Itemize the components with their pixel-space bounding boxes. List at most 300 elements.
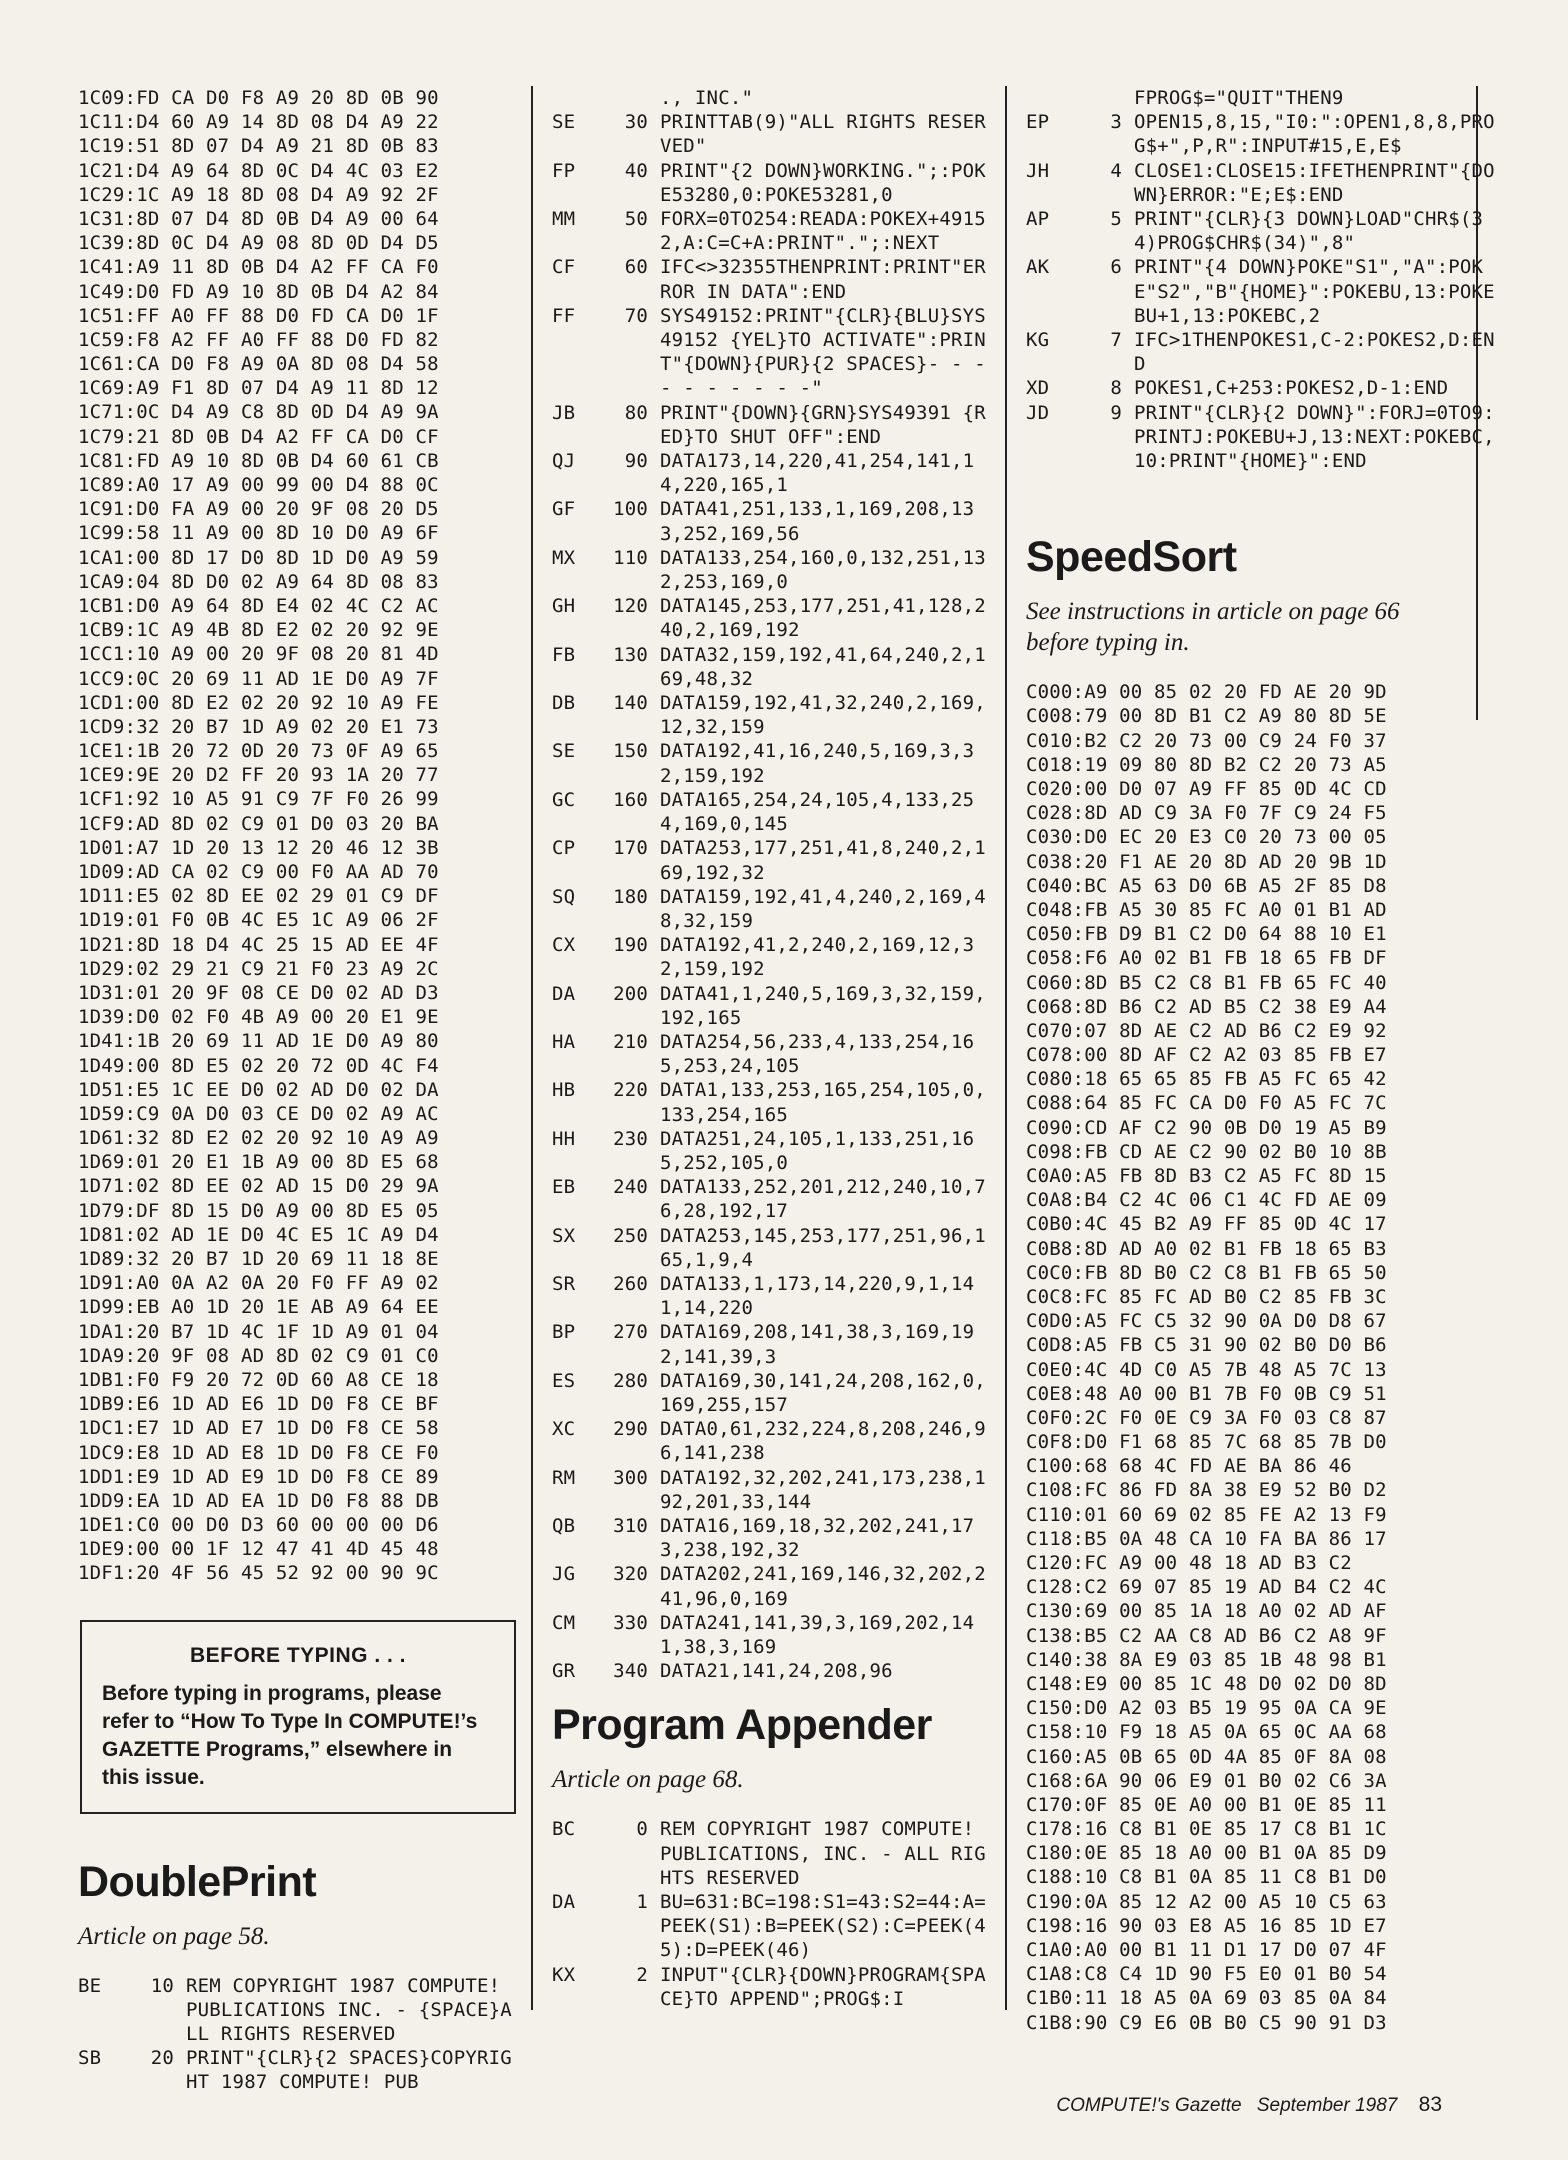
checksum: HH	[552, 1127, 576, 1150]
hex-line: C170:0F 85 0E A0 00 B1 0E 85 11	[1026, 1793, 1387, 1816]
line-code: DATA169,208,141,38,3,169,192,141,39,3	[660, 1321, 975, 1368]
hex-line: 1D39:D0 02 F0 4B A9 00 20 E1 9E	[78, 1006, 439, 1029]
hex-line: 1DA9:20 9F 08 AD 8D 02 C9 01 C0	[78, 1344, 439, 1367]
hex-line: C070:07 8D AE C2 AD B6 C2 E9 92	[1026, 1019, 1387, 1042]
line-code: SYS49152:PRINT"{CLR}{BLU}SYS49152 {YEL}TO ACTIVATE":PRINT"{DOWN}{PUR}{2 SPACES}- - - - - - - - - -"	[660, 304, 998, 400]
hex-line: C018:19 09 80 8D B2 C2 20 73 A5	[1026, 753, 1387, 776]
hex-line: 1CA1:00 8D 17 D0 8D 1D D0 A9 59	[78, 546, 439, 569]
line-number: 180	[613, 885, 648, 908]
hex-line: C058:F6 A0 02 B1 FB 18 65 FB DF	[1026, 947, 1387, 970]
checksum	[552, 86, 608, 110]
program-line	[552, 1272, 992, 1320]
line-number: 7	[1110, 329, 1122, 352]
hex-line: 1C71:0C D4 A9 C8 8D 0D D4 A9 9A	[78, 401, 439, 424]
program-line	[552, 836, 992, 884]
hex-line: C0A0:A5 FB 8D B3 C2 A5 FC 8D 15	[1026, 1165, 1387, 1187]
line-code: DATA165,254,24,105,4,133,254,169,0,145	[660, 788, 975, 836]
hex-line: 1D11:E5 02 8D EE 02 29 01 C9 DF	[78, 885, 439, 908]
column-right	[1026, 86, 1496, 2035]
hex-line: C198:16 90 03 E8 A5 16 85 1D E7	[1026, 1914, 1387, 1937]
line-number	[1082, 86, 1134, 110]
program-line	[552, 1417, 992, 1465]
line-number: 100	[613, 498, 648, 521]
line-code: PRINT"{4 DOWN}POKE"S1","A":POKE"S2","B"{HOME}":POKEBU,13:POKEBU+1,13:POKEBC,2	[1134, 256, 1495, 327]
hex-line: 1DC9:E8 1D AD E8 1D D0 F8 CE F0	[78, 1441, 439, 1464]
hex-line: C118:B5 0A 48 CA 10 FA BA 86 17	[1026, 1527, 1387, 1550]
checksum: CF	[552, 256, 576, 279]
program-line	[552, 643, 992, 691]
line-code: DATA241,141,39,3,169,202,141,38,3,169	[660, 1611, 975, 1658]
line-code: DATA0,61,232,224,8,208,246,96,141,238	[660, 1418, 986, 1465]
line-code: DATA159,192,41,4,240,2,169,48,32,159	[660, 885, 986, 932]
line-code: IFC<>32355THENPRINT:PRINT"ERROR IN DATA":END	[660, 256, 986, 303]
hex-line: 1D21:8D 18 D4 4C 25 15 AD EE 4F	[78, 933, 439, 956]
line-number: 190	[613, 934, 648, 957]
checksum: JB	[552, 401, 576, 424]
appender-listing	[552, 1817, 992, 2011]
hex-line: 1DB1:F0 F9 20 72 0D 60 A8 CE 18	[78, 1368, 439, 1391]
line-code: CLOSE1:CLOSE15:IFETHENPRINT"{DOWN}ERROR:"E;E$:END	[1134, 159, 1495, 206]
line-number: 80	[624, 401, 648, 424]
speedsort-section	[1026, 533, 1496, 2035]
program-line	[552, 1963, 992, 2011]
line-number: 3	[1110, 111, 1122, 134]
line-number: 120	[613, 595, 648, 618]
hex-line: C0A8:B4 C2 4C 06 C1 4C FD AE 09	[1026, 1189, 1387, 1212]
hex-line: C110:01 60 69 02 85 FE A2 13 F9	[1026, 1503, 1387, 1526]
line-code: FPROG$="QUIT"THEN9	[1134, 87, 1344, 109]
hex-line: 1C41:A9 11 8D 0B D4 A2 FF CA F0	[78, 256, 439, 279]
line-code: INPUT"{CLR}{DOWN}PROGRAM{SPACE}TO APPEND";PROG$:I	[660, 1963, 986, 2010]
checksum: BC	[552, 1818, 576, 1841]
hex-line: 1CE1:1B 20 72 0D 20 73 0F A9 65	[78, 740, 439, 763]
line-code: DATA253,177,251,41,8,240,2,169,192,32	[660, 837, 986, 884]
line-number: 260	[613, 1272, 648, 1295]
line-number: 270	[613, 1321, 648, 1344]
line-code: DATA32,159,192,41,64,240,2,169,48,32	[660, 643, 986, 690]
line-code: REM COPYRIGHT 1987 COMPUTE! PUBLICATIONS INC. - {SPACE}ALL RIGHTS RESERVED	[186, 1974, 512, 2046]
checksum: SE	[552, 740, 576, 763]
hex-line: 1CF9:AD 8D 02 C9 01 D0 03 20 BA	[78, 812, 439, 835]
page-number: 83	[1418, 2093, 1442, 2116]
hex-line: C0D8:A5 FB C5 31 90 02 B0 D0 B6	[1026, 1334, 1387, 1357]
hex-line: 1DD1:E9 1D AD E9 1D D0 F8 CE 89	[78, 1465, 439, 1488]
checksum: EB	[552, 1176, 576, 1199]
line-code: DATA1,133,253,165,254,105,0,133,254,165	[660, 1079, 986, 1126]
column-middle	[552, 86, 998, 2011]
column-divider	[531, 86, 533, 2010]
program-line	[552, 1369, 992, 1417]
line-code: ., INC."	[660, 87, 754, 109]
line-number: 6	[1110, 256, 1122, 279]
hex-line: 1DE9:00 00 1F 12 47 41 4D 45 48	[78, 1538, 439, 1561]
hex-line: 1CB1:D0 A9 64 8D E4 02 4C C2 AC	[78, 594, 439, 617]
checksum: DA	[552, 982, 576, 1005]
checksum: GR	[552, 1660, 576, 1683]
hex-line: 1CA9:04 8D D0 02 A9 64 8D 08 83	[78, 570, 439, 593]
column-left	[78, 86, 518, 2095]
hex-line: 1C91:D0 FA A9 00 20 9F 08 20 D5	[78, 498, 439, 521]
hex-line: C148:E9 00 85 1C 48 D0 02 D0 8D	[1026, 1672, 1387, 1695]
program-line	[552, 546, 992, 594]
line-number: 320	[613, 1563, 648, 1586]
line-code: DATA133,252,201,212,240,10,76,28,192,17	[660, 1176, 986, 1223]
line-number: 20	[150, 2047, 174, 2070]
hex-line: 1DD9:EA 1D AD EA 1D D0 F8 88 DB	[78, 1489, 439, 1512]
doubleprint-subtitle: Article on page 58.	[78, 1922, 270, 1950]
line-code: DATA21,141,24,208,96	[660, 1660, 893, 1683]
checksum: SQ	[552, 885, 576, 908]
checksum: CX	[552, 934, 576, 957]
checksum: QB	[552, 1514, 576, 1537]
program-line	[552, 1890, 992, 1963]
hex-line: C008:79 00 8D B1 C2 A9 80 8D 5E	[1026, 705, 1387, 728]
appender-section	[552, 1701, 992, 2011]
program-line	[78, 2046, 518, 2094]
checksum: JH	[1026, 159, 1050, 182]
line-number: 8	[1110, 377, 1122, 400]
hex-line: 1D69:01 20 E1 1B A9 00 8D E5 68	[78, 1151, 439, 1174]
line-number: 5	[1110, 208, 1122, 231]
hex-line: 1C69:A9 F1 8D 07 D4 A9 11 8D 12	[78, 377, 439, 400]
line-number: 280	[613, 1369, 648, 1392]
line-code: REM COPYRIGHT 1987 COMPUTE! PUBLICATIONS, INC. - ALL RIGHTS RESERVED	[660, 1818, 986, 1889]
checksum: AK	[1026, 256, 1050, 279]
hex-line: 1D41:1B 20 69 11 AD 1E D0 A9 80	[78, 1030, 439, 1053]
checksum: MM	[552, 208, 576, 231]
line-number: 70	[624, 304, 648, 327]
line-number: 60	[624, 256, 648, 279]
appender-title: Program Appender	[552, 1701, 932, 1750]
line-code: DATA145,253,177,251,41,128,240,2,169,192	[660, 595, 986, 642]
hex-line: 1D99:EB A0 1D 20 1E AB A9 64 EE	[78, 1296, 439, 1319]
speedsort-title: SpeedSort	[1026, 533, 1237, 582]
hex-line: 1C81:FD A9 10 8D 0B D4 60 61 CB	[78, 449, 439, 472]
hex-line: 1C49:D0 FD A9 10 8D 0B D4 A2 84	[78, 280, 439, 303]
checksum: FB	[552, 643, 576, 666]
hex-line: 1D31:01 20 9F 08 CE D0 02 AD D3	[78, 981, 439, 1004]
hex-line: 1C39:8D 0C D4 A9 08 8D 0D D4 D5	[78, 232, 439, 255]
hex-line: C0F0:2C F0 0E C9 3A F0 03 C8 87	[1026, 1406, 1387, 1429]
line-number: 330	[613, 1611, 648, 1634]
checksum: GF	[552, 498, 576, 521]
hex-line: C100:68 68 4C FD AE BA 86 46	[1026, 1455, 1352, 1478]
line-code: PRINT"{CLR}{3 DOWN}LOAD"CHR$(34)PROG$CHR$(34)",8"	[1134, 208, 1484, 255]
line-code: DATA169,30,141,24,208,162,0,169,255,157	[660, 1369, 986, 1416]
speedsort-subtitle: See instructions in article on page 66 before typing in.	[1026, 598, 1400, 657]
hex-line: C130:69 00 85 1A 18 A0 02 AD AF	[1026, 1600, 1387, 1623]
doubleprint-listing-cont	[552, 86, 998, 1683]
checksum: DA	[552, 1891, 576, 1914]
hex-line: 1D59:C9 0A D0 03 CE D0 02 A9 AC	[78, 1102, 439, 1125]
program-line	[552, 933, 992, 981]
line-number: 30	[624, 111, 648, 134]
before-typing-box	[80, 1620, 516, 1814]
hex-line: 1CC1:10 A9 00 20 9F 08 20 81 4D	[78, 643, 439, 666]
line-number: 110	[613, 546, 648, 569]
line-number: 2	[636, 1963, 648, 1986]
line-code: DATA133,254,160,0,132,251,132,253,169,0	[660, 546, 986, 594]
hex-line: 1C99:58 11 A9 00 8D 10 D0 A9 6F	[78, 522, 439, 545]
program-line	[552, 86, 992, 110]
hex-line: 1C19:51 8D 07 D4 A9 21 8D 0B 83	[78, 135, 439, 158]
before-typing-title: BEFORE TYPING . . .	[189, 1643, 407, 1667]
hex-line: C028:8D AD C9 3A F0 7F C9 24 F5	[1026, 802, 1387, 825]
line-number: 10	[150, 1974, 174, 1997]
program-line	[552, 110, 992, 158]
hex-line: 1CE9:9E 20 D2 FF 20 93 1A 20 77	[78, 764, 439, 787]
hex-line: C090:CD AF C2 90 0B D0 19 A5 B9	[1026, 1116, 1387, 1139]
hex-line: 1D91:A0 0A A2 0A 20 F0 FF A9 02	[78, 1272, 439, 1295]
line-number: 200	[613, 982, 648, 1005]
line-code: PRINT"{2 DOWN}WORKING.";:POKE53280,0:POKE53281,0	[660, 159, 986, 206]
hex-line: 1DE1:C0 00 D0 D3 60 00 00 00 D6	[78, 1514, 439, 1537]
hex-line: 1D29:02 29 21 C9 21 F0 23 A9 2C	[78, 957, 439, 980]
hex-line: C108:FC 86 FD 8A 38 E9 52 B0 D2	[1026, 1479, 1387, 1502]
hex-line: C1B8:90 C9 E6 0B B0 C5 90 91 D3	[1026, 2011, 1387, 2034]
hex-line: C150:D0 A2 03 B5 19 95 0A CA 9E	[1026, 1697, 1387, 1720]
line-code: IFC>1THENPOKES1,C-2:POKES2,D:END	[1134, 329, 1495, 376]
hex-line: C040:BC A5 63 D0 6B A5 2F 85 D8	[1026, 874, 1387, 897]
hex-line: C1B0:11 18 A5 0A 69 03 85 0A 84	[1026, 1987, 1387, 2010]
hex-line: C068:8D B6 C2 AD B5 C2 38 E9 A4	[1026, 995, 1387, 1018]
checksum: SR	[552, 1272, 576, 1295]
issue-date: September 1987	[1256, 2095, 1398, 2116]
hex-line: C048:FB A5 30 85 FC A0 01 B1 AD	[1026, 898, 1387, 921]
hex-line: C188:10 C8 B1 0A 85 11 C8 B1 D0	[1026, 1866, 1387, 1889]
checksum: CM	[552, 1611, 576, 1634]
program-line	[552, 691, 992, 739]
checksum: GC	[552, 788, 576, 811]
hex-line: C0D0:A5 FC C5 32 90 0A D0 D8 67	[1026, 1310, 1387, 1333]
hex-line: C000:A9 00 85 02 20 FD AE 20 9D	[1026, 681, 1387, 704]
appender-listing-cont	[1026, 86, 1496, 473]
doubleprint-section	[78, 1858, 518, 2095]
hex-line: C190:0A 85 12 A2 00 A5 10 C5 63	[1026, 1890, 1387, 1913]
hex-line: 1D19:01 F0 0B 4C E5 1C A9 06 2F	[78, 909, 439, 932]
line-code: DATA159,192,41,32,240,2,169,12,32,159	[660, 692, 986, 739]
program-line	[552, 1175, 992, 1223]
line-code: DATA254,56,233,4,133,254,165,253,24,105	[660, 1030, 975, 1078]
line-number: 0	[636, 1818, 648, 1841]
program-line	[552, 1514, 992, 1562]
hex-line: 1D01:A7 1D 20 13 12 20 46 12 3B	[78, 836, 439, 859]
program-line	[552, 1562, 992, 1610]
line-code: BU=631:BC=198:S1=43:S2=44:A=PEEK(S1):B=PEEK(S2):C=PEEK(45):D=PEEK(46)	[660, 1891, 986, 1962]
hex-line: C060:8D B5 C2 C8 B1 FB 65 FC 40	[1026, 971, 1387, 994]
magazine-name: COMPUTE!'s Gazette	[1056, 2095, 1242, 2116]
program-line	[552, 304, 998, 401]
page-footer	[1046, 2093, 1442, 2117]
checksum: FP	[552, 159, 576, 182]
checksum: BP	[552, 1321, 576, 1344]
line-number: 9	[1110, 401, 1122, 424]
hex-line: C078:00 8D AF C2 A2 03 85 FB E7	[1026, 1044, 1387, 1067]
line-code: DATA251,24,105,1,133,251,165,252,105,0	[660, 1127, 975, 1174]
program-line	[552, 401, 992, 449]
checksum: DB	[552, 692, 576, 715]
program-line	[1026, 255, 1496, 328]
hex-line: C0E8:48 A0 00 B1 7B F0 0B C9 51	[1026, 1382, 1387, 1405]
hex-line: 1CB9:1C A9 4B 8D E2 02 20 92 9E	[78, 619, 439, 642]
hex-line: C050:FB D9 B1 C2 D0 64 88 10 E1	[1026, 923, 1387, 946]
program-line	[552, 1078, 992, 1126]
hex-line: C1A0:A0 00 B1 11 D1 17 D0 07 4F	[1026, 1939, 1387, 1961]
line-number: 290	[613, 1418, 648, 1441]
hex-line: 1C59:F8 A2 FF A0 FF 88 D0 FD 82	[78, 328, 439, 351]
appender-subtitle: Article on page 68.	[552, 1766, 744, 1794]
hex-line: C0C8:FC 85 FC AD B0 C2 85 FB 3C	[1026, 1285, 1387, 1308]
program-line	[552, 594, 992, 642]
checksum: RM	[552, 1466, 576, 1489]
line-number: 250	[613, 1224, 648, 1247]
line-code: DATA202,241,169,146,32,202,241,96,0,169	[660, 1563, 986, 1610]
hex-line: 1CD9:32 20 B7 1D A9 02 20 E1 73	[78, 715, 439, 738]
program-line	[552, 1127, 992, 1175]
hex-line: 1D79:DF 8D 15 D0 A9 00 8D E5 05	[78, 1199, 439, 1222]
program-line	[1026, 376, 1496, 400]
checksum: GH	[552, 595, 576, 618]
hex-line: C140:38 8A E9 03 85 1B 48 98 B1	[1026, 1648, 1387, 1671]
program-line	[552, 159, 992, 207]
program-line	[552, 1659, 992, 1683]
line-number: 40	[624, 159, 648, 182]
doubleprint-title: DoublePrint	[78, 1857, 317, 1906]
line-code: PRINT"{CLR}{2 DOWN}":FORJ=0TO9:PRINTJ:POKEBU+J,13:NEXT:POKEBC,10:PRINT"{HOME}":END	[1134, 401, 1495, 473]
hex-line: C1A8:C8 C4 1D 90 F5 E0 01 B0 54	[1026, 1963, 1387, 1986]
program-line	[552, 982, 992, 1030]
line-number: 340	[613, 1660, 648, 1683]
program-line	[552, 1466, 992, 1514]
hex-line: 1D49:00 8D E5 02 20 72 0D 4C F4	[78, 1054, 439, 1077]
program-line	[552, 255, 992, 303]
line-code: PRINT"{CLR}{2 SPACES}COPYRIGHT 1987 COMPUTE! PUB	[186, 2047, 512, 2094]
line-code: POKES1,C+253:POKES2,D-1:END	[1134, 377, 1449, 400]
program-line	[1026, 401, 1496, 474]
checksum	[1026, 86, 1082, 110]
program-line	[1026, 328, 1496, 376]
hex-line: C0E0:4C 4D C0 A5 7B 48 A5 7C 13	[1026, 1358, 1387, 1381]
line-number: 310	[613, 1514, 648, 1537]
hex-line: C010:B2 C2 20 73 00 C9 24 F0 37	[1026, 729, 1387, 752]
before-typing-body: Before typing in programs, please refer to “How To Type In COMPUTE!’s GAZETTE Programs,” elsewhere in this issue.	[102, 1681, 478, 1789]
checksum: SX	[552, 1224, 576, 1247]
hex-line: 1C79:21 8D 0B D4 A2 FF CA D0 CF	[78, 425, 439, 448]
hex-line: C178:16 C8 B1 0E 85 17 C8 B1 1C	[1026, 1818, 1387, 1841]
hex-line: 1DF1:20 4F 56 45 52 92 00 90 9C	[78, 1562, 439, 1585]
program-line	[1026, 86, 1496, 110]
program-line	[552, 497, 992, 545]
hex-line: 1C09:FD CA D0 F8 A9 20 8D 0B 90	[78, 87, 439, 109]
line-code: OPEN15,8,15,"I0:":OPEN1,8,8,PROG$+",P,R":INPUT#15,E,E$	[1134, 111, 1495, 158]
hex-line: C080:18 65 65 85 FB A5 FC 65 42	[1026, 1068, 1387, 1091]
checksum: MX	[552, 546, 576, 569]
hex-line: C160:A5 0B 65 0D 4A 85 0F 8A 08	[1026, 1745, 1387, 1768]
hex-line: 1CD1:00 8D E2 02 20 92 10 A9 FE	[78, 691, 439, 714]
hex-line: C098:FB CD AE C2 90 02 B0 10 8B	[1026, 1140, 1387, 1163]
hex-line: 1C11:D4 60 A9 14 8D 08 D4 A9 22	[78, 111, 439, 134]
hex-line: C0B0:4C 45 B2 A9 FF 85 0D 4C 17	[1026, 1213, 1387, 1236]
line-code: DATA41,1,240,5,169,3,32,159,192,165	[660, 982, 986, 1029]
hex-line: C168:6A 90 06 E9 01 B0 02 C6 3A	[1026, 1769, 1387, 1792]
program-line	[552, 1611, 992, 1659]
hex-line: C120:FC A9 00 48 18 AD B3 C2	[1026, 1552, 1352, 1574]
line-number: 90	[624, 450, 648, 473]
line-code: PRINTTAB(9)"ALL RIGHTS RESERVED"	[660, 111, 986, 158]
checksum: SB	[78, 2047, 102, 2070]
line-number: 4	[1110, 159, 1122, 182]
line-code: DATA173,14,220,41,254,141,14,220,165,1	[660, 450, 975, 497]
line-number: 50	[624, 208, 648, 231]
line-code: DATA192,41,2,240,2,169,12,32,159,192	[660, 934, 975, 981]
checksum: JG	[552, 1563, 576, 1586]
hex-line: 1D71:02 8D EE 02 AD 15 D0 29 9A	[78, 1175, 439, 1198]
line-code: DATA192,41,16,240,5,169,3,32,159,192	[660, 740, 975, 787]
hex-line: 1C61:CA D0 F8 A9 0A 8D 08 D4 58	[78, 353, 439, 376]
hex-line: 1C51:FF A0 FF 88 D0 FD CA D0 1F	[78, 304, 439, 327]
line-code: DATA41,251,133,1,169,208,133,252,169,56	[660, 498, 975, 545]
program-line	[552, 449, 992, 497]
line-number: 170	[613, 837, 648, 860]
hex-line: C138:B5 C2 AA C8 AD B6 C2 A8 9F	[1026, 1624, 1387, 1647]
program-line	[552, 788, 992, 836]
line-code: DATA253,145,253,177,251,96,165,1,9,4	[660, 1224, 986, 1271]
hex-line: 1D51:E5 1C EE D0 02 AD D0 02 DA	[78, 1078, 439, 1101]
hex-line: C128:C2 69 07 85 19 AD B4 C2 4C	[1026, 1576, 1387, 1599]
hex-line: 1D61:32 8D E2 02 20 92 10 A9 A9	[78, 1127, 439, 1150]
hex-line: 1D09:AD CA 02 C9 00 F0 AA AD 70	[78, 861, 439, 883]
checksum: CP	[552, 837, 576, 860]
line-code: PRINT"{DOWN}{GRN}SYS49391 {RED}TO SHUT OFF":END	[660, 401, 986, 448]
program-line	[552, 1817, 992, 1890]
doubleprint-listing	[78, 1974, 518, 2095]
hex-line: 1D81:02 AD 1E D0 4C E5 1C A9 D4	[78, 1223, 439, 1246]
program-line	[552, 1224, 992, 1272]
program-line	[1026, 159, 1496, 207]
hex-line: C038:20 F1 AE 20 8D AD 20 9B 1D	[1026, 850, 1387, 873]
checksum: HB	[552, 1079, 576, 1102]
checksum: ES	[552, 1369, 576, 1392]
program-line	[78, 1974, 518, 2047]
line-number: 130	[613, 643, 648, 666]
hex-line: 1C31:8D 07 D4 8D 0B D4 A9 00 64	[78, 207, 439, 230]
checksum: QJ	[552, 450, 576, 473]
checksum: FF	[552, 304, 576, 327]
checksum: XD	[1026, 377, 1050, 400]
hex-line: 1DC1:E7 1D AD E7 1D D0 F8 CE 58	[78, 1417, 439, 1440]
program-line	[1026, 110, 1496, 158]
line-number: 220	[613, 1079, 648, 1102]
hex-line: 1DA1:20 B7 1D 4C 1F 1D A9 01 04	[78, 1320, 439, 1343]
line-code: DATA16,169,18,32,202,241,173,238,192,32	[660, 1514, 975, 1562]
line-number: 140	[613, 692, 648, 715]
hex-line: C180:0E 85 18 A0 00 B1 0A 85 D9	[1026, 1842, 1387, 1865]
hex-line: C020:00 D0 07 A9 FF 85 0D 4C CD	[1026, 778, 1387, 800]
program-line	[1026, 207, 1496, 255]
checksum: SE	[552, 111, 576, 134]
hex-listing-1c09	[78, 86, 518, 1586]
line-code: DATA192,32,202,241,173,238,192,201,33,144	[660, 1466, 986, 1513]
line-number: 1	[636, 1891, 648, 1914]
hex-line: 1D89:32 20 B7 1D 20 69 11 18 8E	[78, 1248, 439, 1270]
line-number	[608, 86, 660, 110]
program-line	[552, 885, 992, 933]
hex-line: C088:64 85 FC CA D0 F0 A5 FC 7C	[1026, 1092, 1387, 1115]
hex-line: 1CF1:92 10 A5 91 C9 7F F0 26 99	[78, 788, 439, 811]
hex-line: 1C29:1C A9 18 8D 08 D4 A9 92 2F	[78, 183, 439, 206]
hex-line: 1DB9:E6 1D AD E6 1D D0 F8 CE BF	[78, 1393, 439, 1416]
program-line	[552, 1320, 992, 1368]
